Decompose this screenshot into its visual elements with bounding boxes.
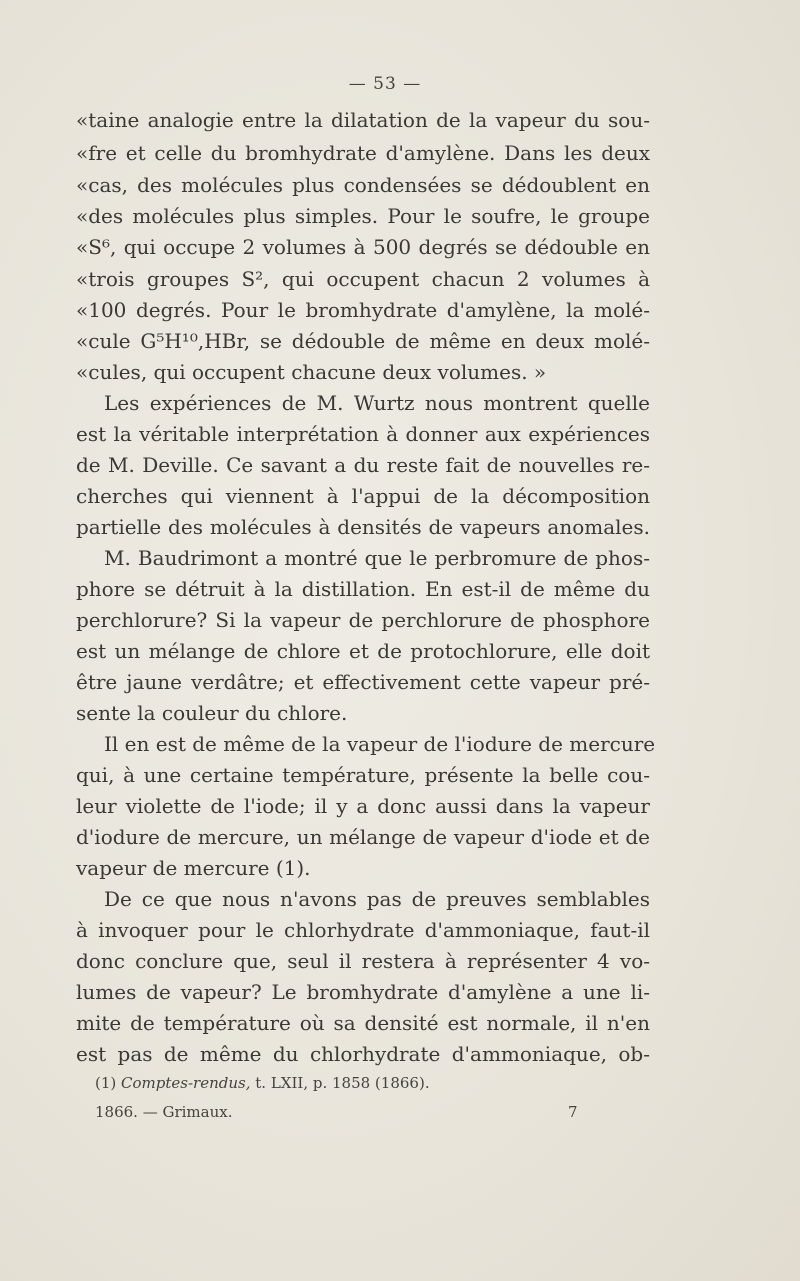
text-line: «S⁶, qui occupe 2 volumes à 500 degrés se dédouble en <box>76 235 650 259</box>
text-line: «taine analogie entre la dilatation de la vapeur du sou- <box>76 108 650 132</box>
text-line: être jaune verdâtre; et effectivement cette vapeur pré- <box>76 670 650 694</box>
paragraph-start-line: Il en est de même de la vapeur de l'iodure de mercure <box>104 732 656 756</box>
footnote-marker: (1) <box>95 1074 117 1092</box>
paragraph-start-line: M. Baudrimont a montré que le perbromure de phos- <box>104 546 650 570</box>
text-line: phore se détruit à la distillation. En est-il de même du <box>76 577 650 601</box>
text-line: d'iodure de mercure, un mélange de vapeur d'iode et de <box>76 825 650 849</box>
text-line: «cules, qui occupent chacune deux volumes. » <box>76 360 547 384</box>
printer-signature: 1866. — Grimaux. <box>95 1103 233 1121</box>
text-line: leur violette de l'iode; il y a donc aussi dans la vapeur <box>76 794 650 818</box>
text-line: est la véritable interprétation à donner aux expériences <box>76 422 650 446</box>
text-line: «cas, des molécules plus condensées se dédoublent en <box>76 173 650 197</box>
text-line: de M. Deville. Ce savant a du reste fait de nouvelles re- <box>76 453 650 477</box>
text-line: donc conclure que, seul il restera à représenter 4 vo- <box>76 949 650 973</box>
text-line: est un mélange de chlore et de protochlorure, elle doit <box>76 639 650 663</box>
text-line: vapeur de mercure (1). <box>76 856 311 880</box>
text-line: qui, à une certaine température, présente la belle cou- <box>76 763 650 787</box>
text-line: est pas de même du chlorhydrate d'ammoniaque, ob- <box>76 1042 650 1066</box>
text-line: mite de température où sa densité est normale, il n'en <box>76 1011 650 1035</box>
text-line: «100 degrés. Pour le bromhydrate d'amylène, la molé- <box>76 298 650 322</box>
paragraph-start-line: De ce que nous n'avons pas de preuves semblables <box>104 887 650 911</box>
text-line: «fre et celle du bromhydrate d'amylène. Dans les deux <box>76 141 650 165</box>
text-line: partielle des molécules à densités de vapeurs anomales. <box>76 515 650 539</box>
page-number: — 53 — <box>348 74 422 94</box>
footnote-reference: t. LXII, p. 1858 (1866). <box>255 1074 430 1092</box>
paragraph-start-line: Les expériences de M. Wurtz nous montrent quelle <box>104 391 650 415</box>
footnote <box>95 1074 430 1092</box>
footnote-source: Comptes-rendus, <box>121 1074 251 1092</box>
text-line: cherches qui viennent à l'appui de la décomposition <box>76 484 650 508</box>
text-line: sente la couleur du chlore. <box>76 701 348 725</box>
text-line: «des molécules plus simples. Pour le soufre, le groupe <box>76 204 650 228</box>
text-line: perchlorure? Si la vapeur de perchlorure de phosphore <box>76 608 650 632</box>
text-line: lumes de vapeur? Le bromhydrate d'amylène a une li- <box>76 980 650 1004</box>
text-line: «cule G⁵H¹⁰,HBr, se dédouble de même en deux molé- <box>76 329 650 353</box>
text-line: «trois groupes S², qui occupent chacun 2 volumes à <box>76 267 650 291</box>
signature-number: 7 <box>568 1103 578 1121</box>
text-line: à invoquer pour le chlorhydrate d'ammoniaque, faut-il <box>76 918 650 942</box>
